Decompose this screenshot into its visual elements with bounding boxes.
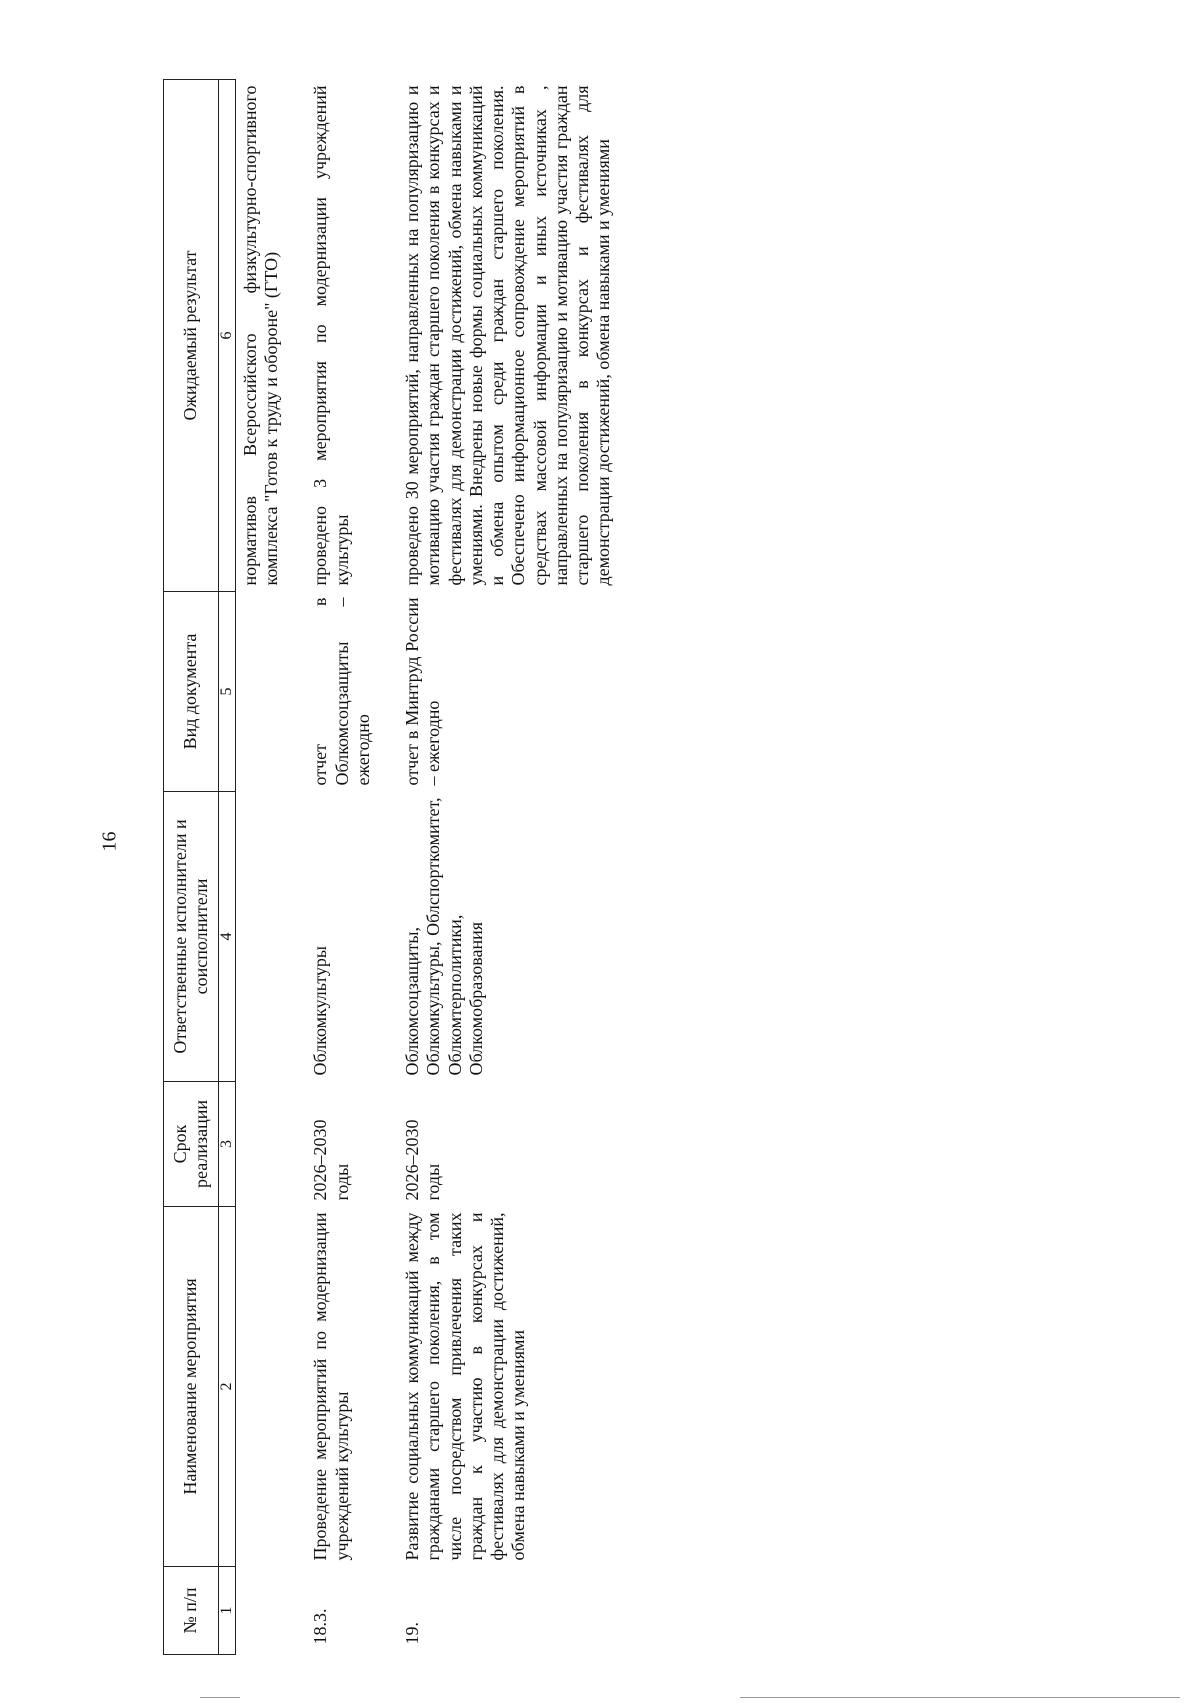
column-number: 6 [219,80,236,592]
header-number: № п/п [164,1567,219,1655]
row-period [236,1082,301,1207]
action-plan-table [163,79,633,1655]
row-expected-result: проведено 3 мероприятия по модернизации учреждений культуры [310,85,352,586]
header-document-type: Вид документа [164,592,219,792]
scan-artifact-line [200,1697,240,1698]
header-row [164,80,219,1655]
table-body [236,80,633,1655]
header-period: Срок реализации [164,1082,219,1207]
row-executors: Облкомкультуры [310,946,331,1076]
row-expected-result: проведено 30 мероприятий, направленных на популяризацию и мотивацию участия граждан старшего поколения в конкурсах и фестивалях для демонстрации достижений, обмена навыками и умениями. Внедрены новые формы социальных коммуникаций и обмена опытом среди граждан старшего поколения. Обеспечено информационное сопровождение мероприятий в средствах массовой информации и иных источниках , направленных на популяризацию и мотивацию участия граждан старшего поколения в конкурсах и фестивалях для демонстрации достижений, обмена навыками и умениями [402,85,614,586]
column-number: 3 [219,1082,236,1207]
row-expected-result: нормативов Всероссийского физкультурно-спортивного комплекса "Готов к труду и обороне" (ГТО) [236,80,301,592]
column-number: 2 [219,1207,236,1567]
column-number-row [219,80,236,1655]
row-document-type: отчет в Облкомсоцзащиты – ежегодно [310,597,373,786]
table-row [392,80,632,1655]
row-document-type [236,592,301,792]
row-number [236,1567,301,1655]
header-activity-name: Наименование мероприятия [164,1207,219,1567]
header-expected-result: Ожидаемый результат [164,80,219,592]
scan-artifact-line [740,1697,1180,1698]
row-document-type: отчет в Минтруд России – ежегодно [402,597,444,786]
row-period: 2026–2030 годы [310,1119,352,1201]
row-period: 2026–2030 годы [402,1119,444,1201]
row-executors [236,792,301,1082]
rotated-table-area [163,80,1063,1655]
row-activity-name [236,1207,301,1567]
row-number: 18.3. [310,1608,331,1645]
row-executors: Облкомсоцзащиты, Облкомкультуры, Облспорткомитет, Облкомтерполитики, Облкомобразования [402,797,486,1076]
row-activity-name: Проведение мероприятий по модернизации учреждений культуры [310,1212,352,1561]
row-activity-name: Развитие социальных коммуникаций между гражданами старшего поколения, в том числе посредством привлечения таких граждан к участию в конкурсах и фестивалях для демонстрации достижений, обмена навыками и умениями [402,1212,529,1561]
header-executors: Ответственные исполнители и соисполнители [164,792,219,1082]
table-header [164,80,236,1655]
column-number: 1 [219,1567,236,1655]
table-row [236,80,301,1655]
table-row [300,80,392,1655]
page-number: 16 [98,831,121,852]
column-number: 5 [219,592,236,792]
row-number: 19. [402,1622,423,1645]
column-number: 4 [219,792,236,1082]
